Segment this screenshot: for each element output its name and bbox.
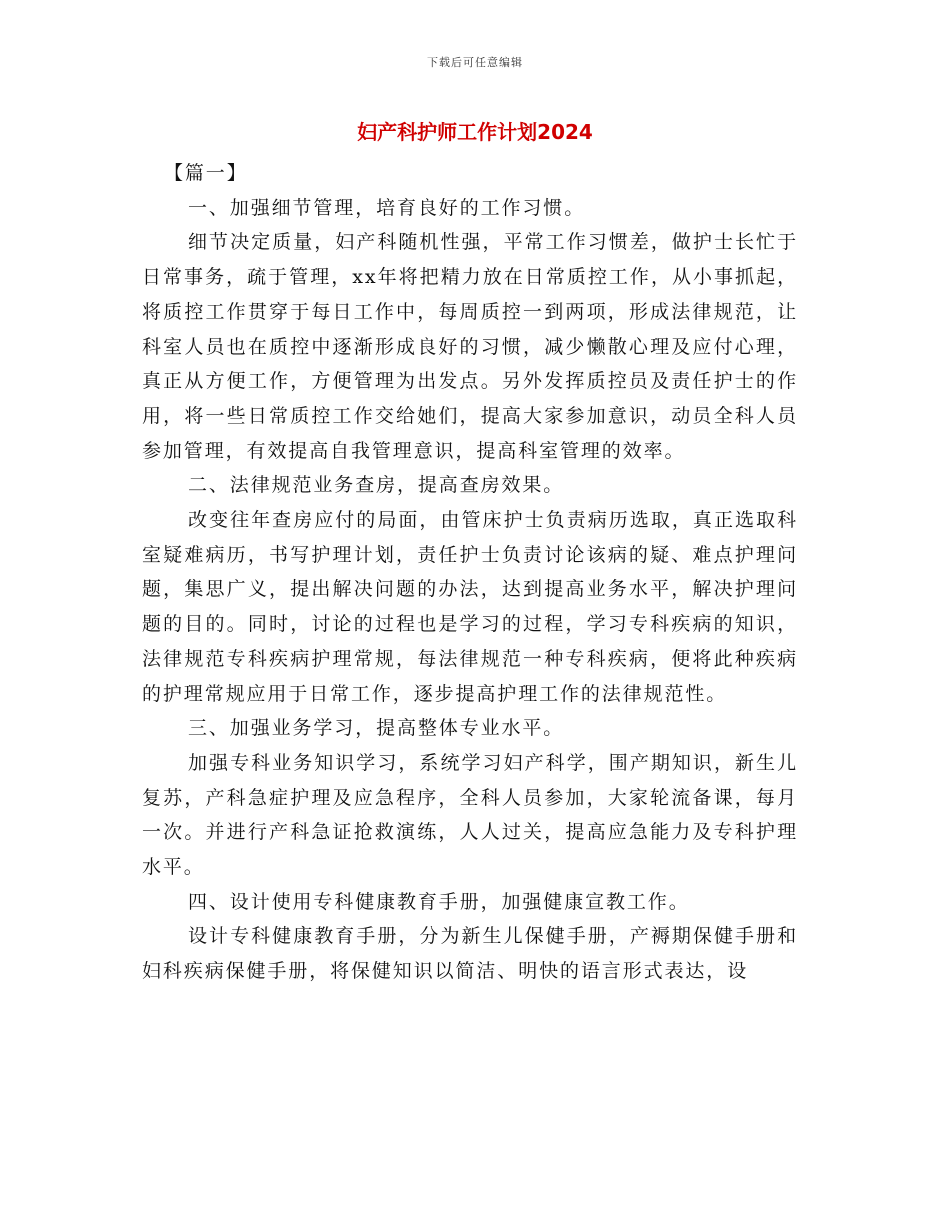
paragraph-3: 加强专科业务知识学习，系统学习妇产科学，围产期知识，新生儿复苏，产科急症护理及应急程序，全科人员参加，大家轮流备课，每月一次。并进行产科急证抢救演练，人人过关，提高应急能力及专科护理水平。 [142,751,798,879]
heading-3: 三、加强业务学习，提高整体专业水平。 [188,717,565,740]
paragraph-1: 细节决定质量，妇产科随机性强，平常工作习惯差，做护士长忙于日常事务，疏于管理，xx年将把精力放在日常质控工作，从小事抓起，将质控工作贯穿于每日工作中，每周质控一到两项，形成法律规范，让科室人员也在质控中逐渐形成良好的习惯，减少懒散心理及应付心理，真正从方便工作，方便管理为出发点。另外发挥质控员及责任护士的作用，将一些日常质控工作交给她们，提高大家参加意识，动员全科人员参加管理，有效提高自我管理意识，提高科室管理的效率。 [142,231,798,462]
heading-2: 二、法律规范业务查房，提高查房效果。 [188,474,565,497]
paragraph-2: 改变往年查房应付的局面，由管床护士负责病历选取，真正选取科室疑难病历，书写护理计划，责任护士负责讨论该病的疑、难点护理问题，集思广义，提出解决问题的办法，达到提高业务水平，解决护理问题的目的。同时，讨论的过程也是学习的过程，学习专科疾病的知识，法律规范专科疾病护理常规，每法律规范一种专科疾病，便将此种疾病的护理常规应用于日常工作，逐步提高护理工作的法律规范性。 [142,509,798,705]
paragraph-4: 设计专科健康教育手册，分为新生儿保健手册，产褥期保健手册和妇科疾病保健手册，将保健知识以简洁、明快的语言形式表达，设 [142,925,798,983]
header-note: 下载后可任意编辑 [427,56,523,69]
section-tag: 【篇一】 [164,162,248,184]
heading-4: 四、设计使用专科健康教育手册，加强健康宣教工作。 [188,890,690,913]
document-body [142,156,798,989]
heading-1: 一、加强细节管理，培育良好的工作习惯。 [188,196,586,219]
document-title: 妇产科护师工作计划2024 [357,120,593,144]
